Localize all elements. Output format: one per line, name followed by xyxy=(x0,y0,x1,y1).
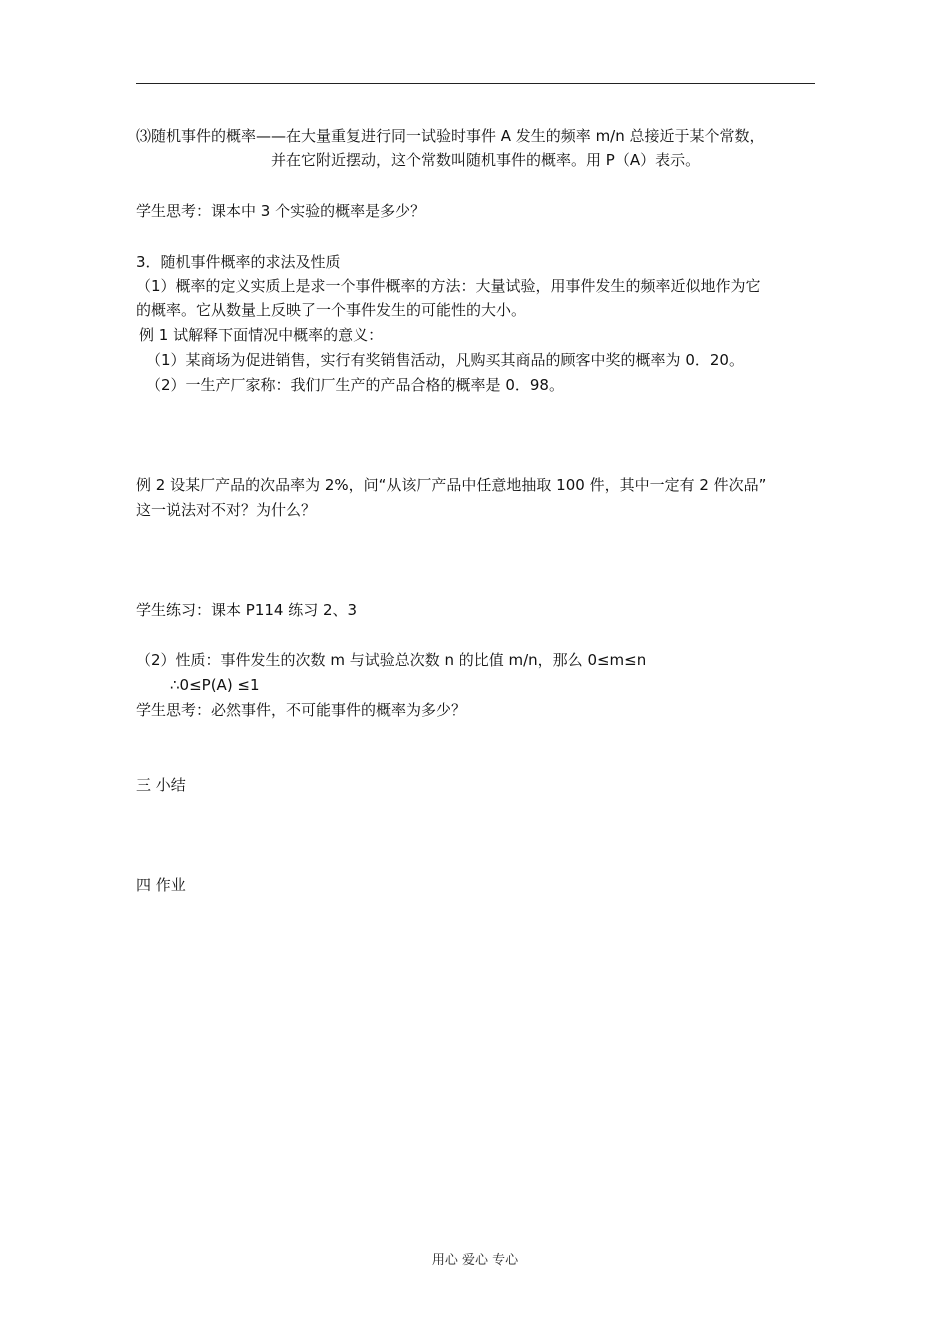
homework-heading: 四 作业 xyxy=(136,876,186,894)
student-thinking-2: 学生思考：必然事件，不可能事件的概率为多少？ xyxy=(136,701,467,719)
paragraph-probability-definition: ⑶随机事件的概率——在大量重复进行同一试验时事件 A 发生的频率 m/n 总接近于某个常数， xyxy=(136,127,765,145)
example-1-item-1: （1）某商场为促进销售，实行有奖销售活动，凡购买其商品的顾客中奖的概率为 0．20。 xyxy=(146,351,744,369)
definition-line-1: （1）概率的定义实质上是求一个事件概率的方法：大量试验，用事件发生的频率近似地作为它 xyxy=(136,277,761,295)
property-line-2: ∴0≤P(A) ≤1 xyxy=(170,676,260,694)
header-rule xyxy=(136,83,815,84)
example-2-line-1: 例 2 设某厂产品的次品率为 2%，问“从该厂产品中任意地抽取 100 件，其中一定有 2 件次品” xyxy=(136,476,767,494)
example-2-line-2: 这一说法对不对？为什么？ xyxy=(136,501,317,519)
page-footer: 用心 爱心 专心 xyxy=(431,1253,519,1268)
property-line-1: （2）性质：事件发生的次数 m 与试验总次数 n 的比值 m/n，那么 0≤m≤n xyxy=(136,651,647,669)
definition-line-2: 的概率。它从数量上反映了一个事件发生的可能性的大小。 xyxy=(136,301,527,319)
section-3-heading: 3．随机事件概率的求法及性质 xyxy=(136,253,341,271)
summary-heading: 三 小结 xyxy=(136,776,186,794)
paragraph-probability-definition-cont: 并在它附近摆动，这个常数叫随机事件的概率。用 P（A）表示。 xyxy=(271,151,701,169)
student-thinking-1: 学生思考：课本中 3 个实验的概率是多少？ xyxy=(136,202,426,220)
example-1-intro: 例 1 试解释下面情况中概率的意义： xyxy=(139,326,384,344)
example-1-item-2: （2）一生产厂家称：我们厂生产的产品合格的概率是 0．98。 xyxy=(146,376,564,394)
student-practice: 学生练习：课本 P114 练习 2、3 xyxy=(136,601,358,619)
